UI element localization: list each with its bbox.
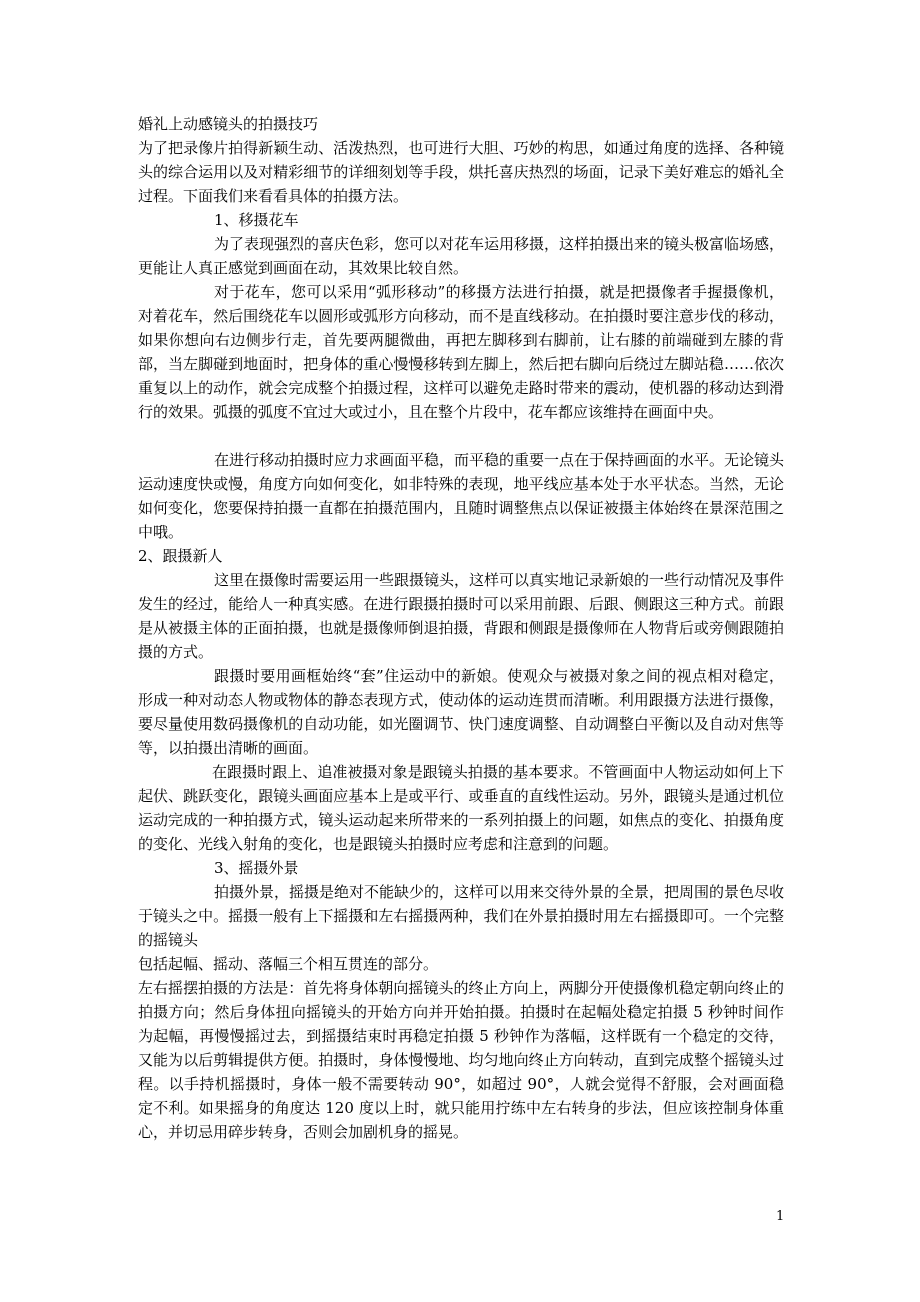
section-3-paragraph-3: 左右摇摆拍摄的方法是：首先将身体朝向摇镜头的终止方向上，两脚分开使摄像机稳定朝向终止的拍摄方向；然后身体扭向摇镜头的开始方向并开始拍摄。拍摄时在起幅处稳定拍摄 5 秒钟时间作为起幅，再慢慢摇过去，到摇摄结束时再稳定拍摄 5 秒钟作为落幅，这样既有一个稳定的交待，又能为以后剪辑提供方便。拍摄时，身体慢慢地、均匀地向终止方向转动，直到完成整个摇镜头过程。以手持机摇摄时，身体一般不需要转动 90°，如超过 90°，人就会觉得不舒服，会对画面稳定不利。如果摇身的角度达 120 度以上时，就只能用拧练中左右转身的步法，但应该控制身体重心，并切忌用碎步转身，否则会加剧机身的摇晃。 [138, 979, 784, 1141]
section-3-paragraph-2: 包括起幅、摇动、落幅三个相互贯连的部分。 [138, 955, 439, 973]
intro-paragraph: 为了把录像片拍得新颖生动、活泼热烈，也可进行大胆、巧妙的构思，如通过角度的选择、各种镜头的综合运用以及对精彩细节的详细刻划等手段，烘托喜庆热烈的场面，记录下美好难忘的婚礼全过程。下面我们来看看具体的拍摄方法。 [138, 139, 784, 205]
section-1-paragraph-2: 对于花车，您可以采用“弧形移动”的移摄方法进行拍摄，就是把摄像者手握摄像机，对着花车，然后围绕花车以圆形或弧形方向移动，而不是直线移动。在拍摄时要注意步伐的移动，如果你想向右边侧步行走，首先要两腿微曲，再把左脚移到右脚前，让右膝的前端碰到左膝的背部，当左脚碰到地面时，把身体的重心慢慢移转到左脚上，然后把右脚向后绕过左脚站稳……依次重复以上的动作，就会完成整个拍摄过程，这样可以避免走路时带来的震动，使机器的移动达到滑行的效果。弧摄的弧度不宜过大或过小，且在整个片段中，花车都应该维持在画面中央。 [138, 283, 784, 421]
section-2-heading: 2、跟摄新人 [138, 547, 223, 565]
section-1-paragraph-3: 在进行移动拍摄时应力求画面平稳，而平稳的重要一点在于保持画面的水平。无论镜头运动速度快或慢，角度方向如何变化，如非特殊的表现，地平线应基本处于水平状态。当然，无论如何变化，您要保持拍摄一直都在拍摄范围内，且随时调整焦点以保证被摄主体始终在景深范围之中哦。 [138, 451, 785, 541]
section-1-paragraph-1: 为了表现强烈的喜庆色彩，您可以对花车运用移摄，这样拍摄出来的镜头极富临场感，更能让人真正感觉到画面在动，其效果比较自然。 [138, 235, 785, 277]
section-2-paragraph-3: 在跟摄时跟上、追准被摄对象是跟镜头拍摄的基本要求。不管画面中人物运动如何上下起伏、跳跃变化，跟镜头画面应基本上是或平行、或垂直的直线性运动。另外，跟镜头是通过机位运动完成的一种拍摄方式，镜头运动起来所带来的一系列拍摄上的问题，如焦点的变化、拍摄角度的变化、光线入射角的变化，也是跟镜头拍摄时应考虑和注意到的问题。 [138, 763, 784, 853]
blank-line [138, 424, 784, 448]
section-2-paragraph-1: 这里在摄像时需要运用一些跟摄镜头，这样可以真实地记录新娘的一些行动情况及事件发生的经过，能给人一种真实感。在进行跟摄拍摄时可以采用前跟、后跟、侧跟这三种方式。前跟是从被摄主体的正面拍摄，也就是摄像师倒退拍摄，背跟和侧跟是摄像师在人物背后或旁侧跟随拍摄的方式。 [138, 571, 785, 661]
section-3-heading: 3、摇摄外景 [214, 859, 299, 877]
section-2-paragraph-2: 跟摄时要用画框始终“套”住运动中的新娘。使观众与被摄对象之间的视点相对稳定，形成一种对动态人物或物体的静态表现方式，使动体的运动连贯而清晰。利用跟摄方法进行摄像，要尽量使用数码摄像机的自动功能，如光圈调节、快门速度调整、自动调整白平衡以及自动对焦等等，以拍摄出清晰的画面。 [138, 667, 784, 757]
document-title: 婚礼上动感镜头的拍摄技巧 [138, 115, 319, 133]
page-number: 1 [776, 1209, 785, 1224]
section-3-paragraph-1: 拍摄外景，摇摄是绝对不能缺少的，这样可以用来交待外景的全景，把周围的景色尽收于镜头之中。摇摄一般有上下摇摄和左右摇摄两种，我们在外景拍摄时用左右摇摄即可。一个完整的摇镜头 [138, 883, 785, 949]
document-body [138, 112, 784, 1144]
section-1-heading: 1、移摄花车 [214, 211, 299, 229]
